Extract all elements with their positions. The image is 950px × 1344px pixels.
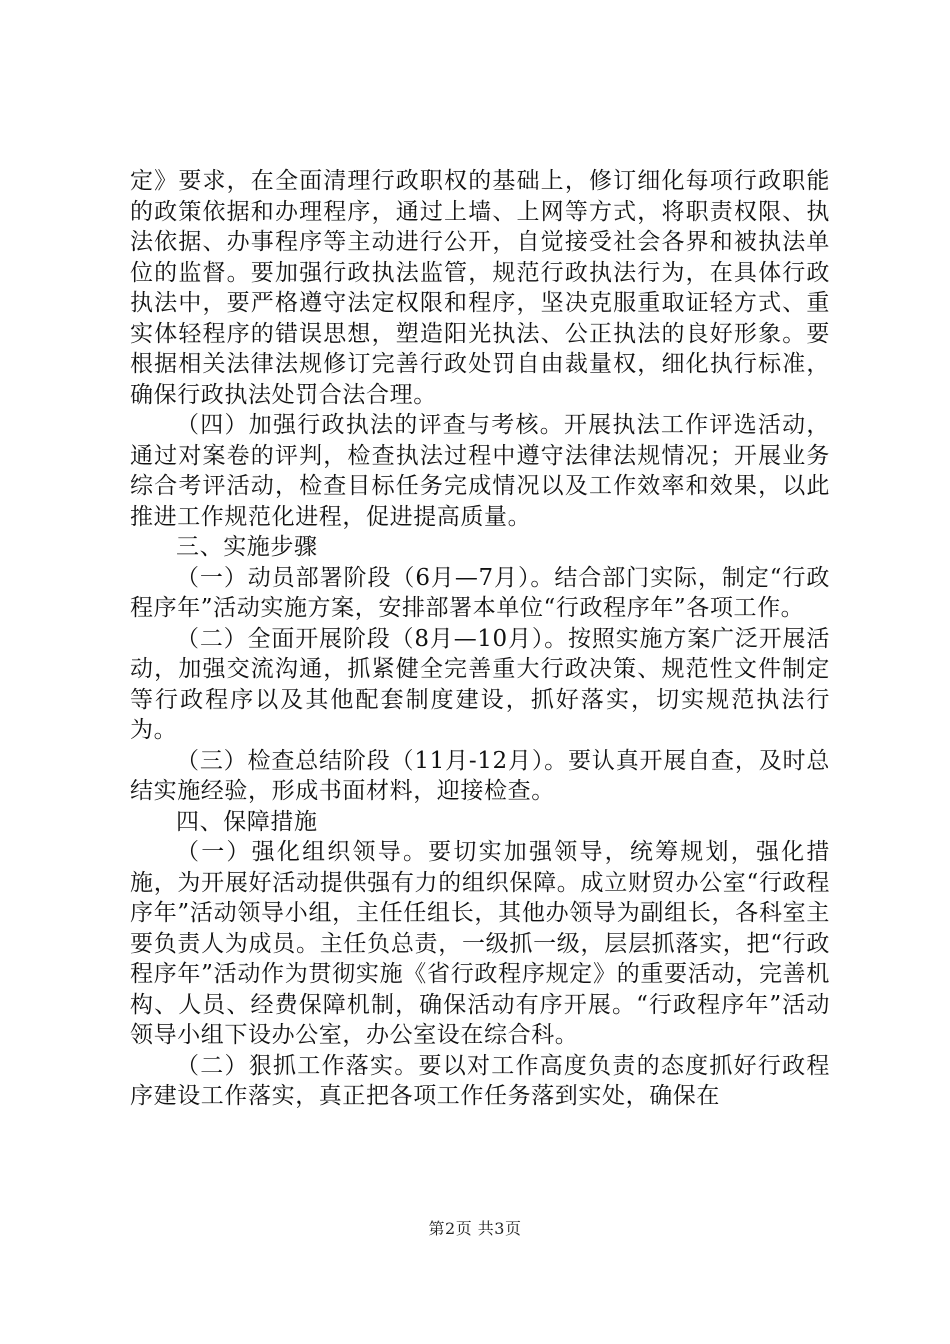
page-footer xyxy=(0,1216,950,1239)
paragraph-mobilization-stage: （一）动员部署阶段（6月—7月）。结合部门实际，制定“行政程序年”活动实施方案，安排部署本单位“行政程序年”各项工作。 xyxy=(130,564,830,621)
paragraph-review-summary-stage: （三）检查总结阶段（11月-12月）。要认真开展自查，及时总结实施经验，形成书面材料，迎接检查。 xyxy=(130,747,830,804)
paragraph-continuation: 定》要求，在全面清理行政职权的基础上，修订细化每项行政职能的政策依据和办理程序，通过上墙、上网等方式，将职责权限、执法依据、办事程序等主动进行公开，自觉接受社会各界和被执法单位的监督。要加强行政执法监管，规范行政执法行为，在具体行政执法中，要严格遵守法定权限和程序，坚决克服重取证轻方式、重实体轻程序的错误思想，塑造阳光执法、公正执法的良好形象。要根据相关法律法规修订完善行政处罚自由裁量权，细化执行标准，确保行政执法处罚合法合理。 xyxy=(130,168,830,408)
paragraph-organizational-leadership: （一）强化组织领导。要切实加强领导，统筹规划，强化措施，为开展好活动提供强有力的组织保障。成立财贸办公室“行政程序年”活动领导小组，主任任组长，其他办领导为副组长，各科室主要负责人为成员。主任负总责，一级抓一级，层层抓落实，把“行政程序年”活动作为贯彻实施《省行政程序规定》的重要活动，完善机构、人员、经费保障机制，确保活动有序开展。“行政程序年”活动领导小组下设办公室，办公室设在综合科。 xyxy=(130,839,830,1048)
section-heading-implementation-steps: 三、实施步骤 xyxy=(176,534,318,560)
paragraph-full-rollout-stage: （二）全面开展阶段（8月—10月）。按照实施方案广泛开展活动，加强交流沟通，抓紧健全完善重大行政决策、规范性文件制定等行政程序以及其他配套制度建设，抓好落实，切实规范执法行为。 xyxy=(130,625,830,743)
paragraph-work-implementation: （二）狠抓工作落实。要以对工作高度负责的态度抓好行政程序建设工作落实，真正把各项工作任务落到实处，确保在 xyxy=(130,1052,830,1109)
paragraph-review-assessment: （四）加强行政执法的评查与考核。开展执法工作评选活动，通过对案卷的评判，检查执法过程中遵守法律法规情况；开展业务综合考评活动，检查目标任务完成情况以及工作效率和效果，以此推进工作规范化进程，促进提高质量。 xyxy=(130,412,830,530)
document-body xyxy=(130,166,830,1112)
section-heading-safeguards: 四、保障措施 xyxy=(176,808,318,835)
page-number-label: 第2页 共3页 xyxy=(428,1219,522,1238)
